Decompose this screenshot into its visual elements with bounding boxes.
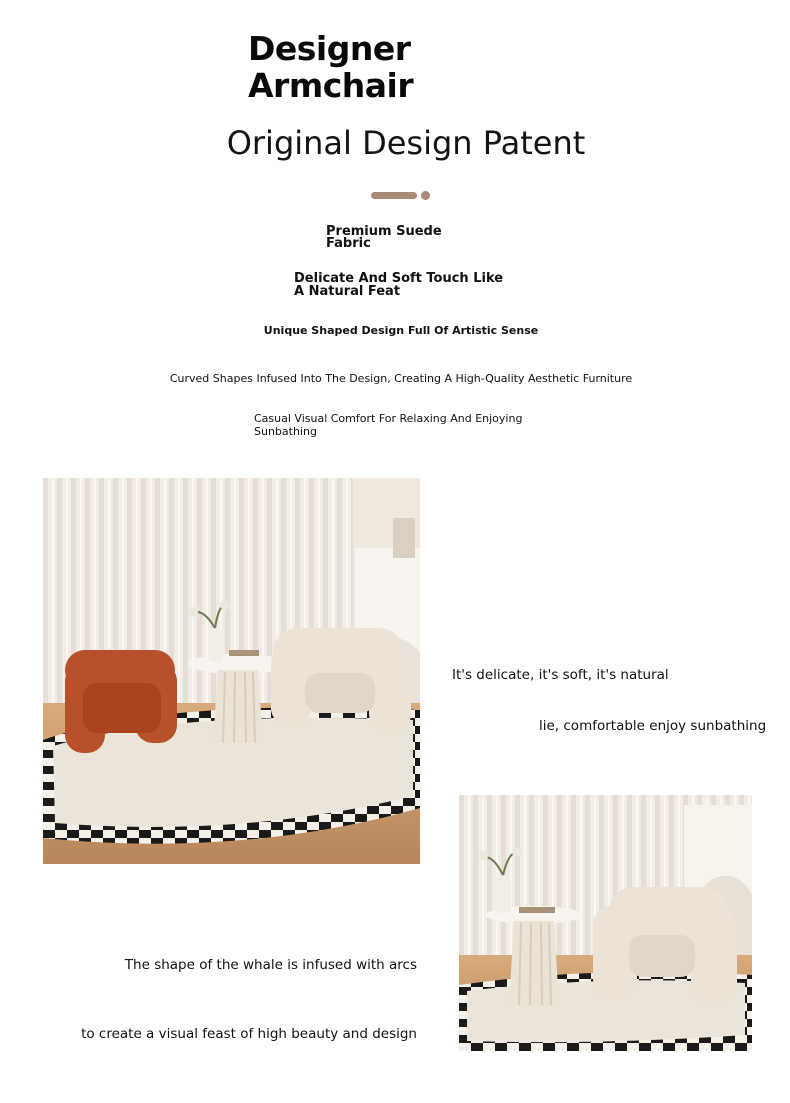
feature-line: Fabric (326, 236, 371, 251)
divider-bar (371, 192, 417, 199)
living-room-two-armchairs-photo (43, 478, 420, 864)
feature-line: A Natural Feat (294, 284, 401, 299)
feature-line: Premium Suede (326, 224, 442, 239)
cream-armchair-side-table-photo (459, 795, 752, 1051)
title-line-1: Designer (248, 29, 411, 68)
feature-unique-shape: Unique Shaped Design Full Of Artistic Sense (263, 324, 539, 337)
product-title (248, 30, 568, 104)
caption-whale-shape: The shape of the whale is infused with arcs (124, 957, 417, 973)
living-room-photo (43, 478, 420, 864)
feature-soft-touch (294, 272, 514, 298)
feature-curved-shapes: Curved Shapes Infused Into The Design, Creating A High-Quality Aesthetic Furniture (169, 372, 633, 385)
feature-line: Casual Visual Comfort For Relaxing And Enjoying (254, 412, 523, 425)
feature-line: Delicate And Soft Touch Like (294, 271, 504, 286)
page-subtitle: Original Design Patent (226, 124, 586, 162)
divider-dot (421, 191, 430, 200)
cream-armchair-photo (459, 795, 752, 1051)
feature-suede (326, 226, 486, 250)
caption-visual-feast: to create a visual feast of high beauty and design (81, 1026, 417, 1042)
feature-line: Sunbathing (254, 425, 317, 438)
caption-delicate: It's delicate, it's soft, it's natural (452, 667, 669, 683)
caption-sunbathing: lie, comfortable enjoy sunbathing (539, 718, 767, 734)
title-line-2: Armchair (248, 66, 414, 105)
feature-casual-comfort (254, 412, 554, 438)
